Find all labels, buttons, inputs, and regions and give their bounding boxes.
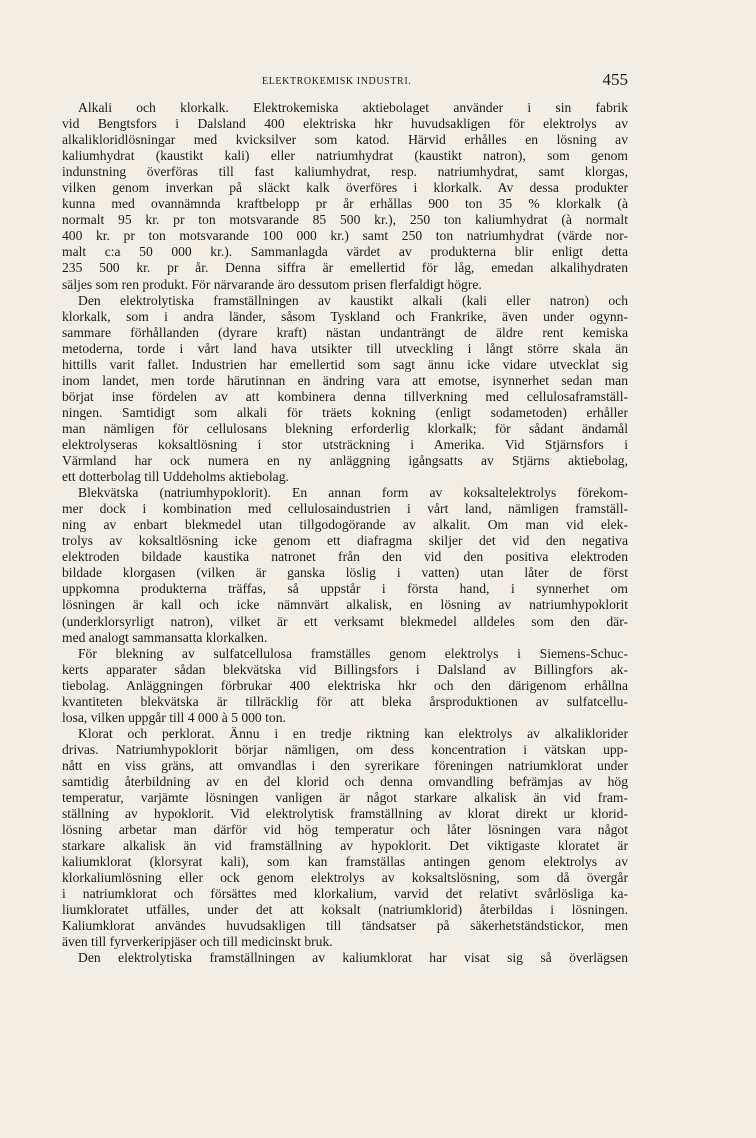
text-line: Den elektrolytiska framställningen av kaliumklorat har visat sig så överlägsen — [78, 950, 628, 966]
text-line: Kaliumklorat användes huvudsakligen till tändsatser på säkerhetständstickor, men — [62, 918, 628, 934]
text-line: hittills varit fallet. Industrien har emellertid som sagt ännu icke vidare utvecklat sig — [62, 356, 628, 372]
text-line: trolys av koksaltlösning icke genom ett diafragma skiljer det vid den negativa — [62, 533, 628, 549]
text-line: klorkalk, som i andra länder, såsom Tyskland och Frankrike, även under ogynn- — [62, 308, 628, 324]
text-line: ställning av hypoklorit. Vid elektrolytisk framställning av klorat direkt ur klorid- — [62, 806, 628, 822]
text-line: temperatur, varjämte lösningen vanligen är något starkare alkalisk än vid fram- — [62, 790, 628, 806]
running-title: ELEKTROKEMISK INDUSTRI. — [262, 76, 412, 87]
text-line: vid Bengtsfors i Dalsland 400 elektriska hkr huvudsakligen för elektrolys av — [62, 116, 628, 132]
text-line: inom landet, men torde härutinnan en ändring vara att emotse, isynnerhet sedan man — [62, 372, 628, 388]
text-line: kaliumhydrat (kaustikt kali) eller natriumhydrat (kaustikt natron), som genom — [62, 148, 628, 164]
text-line: kaliumklorat (klorsyrat kali), som kan framställas antingen genom elektrolys av — [62, 854, 628, 870]
text-line: Blekvätska (natriumhypoklorit). En annan form av koksaltelektrolys förekom- — [78, 485, 628, 501]
text-line: vilken genom inverkan på släckt kalk överföres i klorkalk. Av dessa produkter — [62, 180, 628, 196]
text-line: även till fyrverkeripjäser och till medicinskt bruk. — [62, 934, 333, 950]
text-line: kerts apparater sådan blekvätska vid Billingsfors i Dalsland av Billingfors ak- — [62, 661, 628, 677]
text-line: tiebolag. Anläggningen förbrukar 400 elektriska hkr och den därigenom erhållna — [62, 677, 628, 693]
text-line: indunstning överföras till fast kaliumhydrat, resp. natriumhydrat, samt klorgas, — [62, 164, 628, 180]
text-line: uppkomna produkterna träffas, så uppstår i första hand, i synnerhet om — [62, 581, 628, 597]
text-line: Värmland har ock numera en ny anläggning igångsatts av Stjärns aktiebolag, — [62, 453, 628, 469]
text-line: ningen. Samtidigt som alkali för träets kokning (enligt sodametoden) erhåller — [62, 404, 628, 420]
text-line: För blekning av sulfatcellulosa framställes genom elektrolys i Siemens-Schuc- — [78, 645, 628, 661]
page-header — [62, 70, 628, 92]
text-line: sammare förhållanden (dyrare kraft) nästan undanträngt de äldre rent kemiska — [62, 324, 628, 340]
text-line: liumkloratet utfälles, under det att koksalt (natriumklorid) återbildas i lösningen. — [62, 902, 628, 918]
text-line: losa, vilken uppgår till 4 000 à 5 000 ton. — [62, 709, 286, 725]
text-line: börjat inse fördelen av att kombinera denna tillverkning med cellulosaframställ- — [62, 388, 628, 404]
text-line: i natriumklorat och försättes med klorkalium, varvid det relativt svårlösliga ka- — [62, 886, 628, 902]
text-line: kvantiteten blekvätska är tillräcklig för att bleka årsproduktionen av sulfatcellu- — [62, 693, 628, 709]
text-line: normalt 95 kr. pr ton motsvarande 85 500 kr.), 250 ton kaliumhydrat (à normalt — [62, 212, 628, 228]
text-line: kunna med ovannämnda kraftbelopp pr år erhållas 900 ton 35 % klorkalk (à — [62, 196, 628, 212]
text-line: Klorat och perklorat. Ännu i en tredje riktning kan elektrolys av alkaliklorider — [78, 725, 628, 741]
text-line: Alkali och klorkalk. Elektrokemiska aktiebolaget använder i sin fabrik — [78, 100, 628, 115]
body-text — [62, 100, 628, 967]
text-line: med analogt sammansatta klorkalken. — [62, 629, 268, 645]
text-line: metoderna, torde i vårt land hava utsikter till utveckling i långt större skala än — [62, 340, 628, 356]
text-line: lösning arbetar man därför vid hög temperatur och låter lösningen vara något — [62, 822, 628, 838]
text-line: elektroden bildade kaustika natronet från den vid den positiva elektroden — [62, 549, 628, 565]
text-line: man nämligen för cellulosans blekning erforderlig klorkalk; för sådant ändamål — [62, 420, 628, 436]
text-line: malt c:a 50 000 kr.). Sammanlagda värdet av produkterna blir enligt detta — [62, 244, 628, 260]
text-line: säljes som ren produkt. För närvarande äro dessutom prisen flerfaldigt högre. — [62, 276, 482, 292]
text-line: elektrolyseras koksaltlösning i stor utsträckning i Amerika. Vid Stjärnsfors i — [62, 436, 628, 452]
text-line: (underklorsyrligt natron), vilket är ett verksamt blekmedel alldeles som den där- — [62, 613, 628, 629]
text-line: lösningen är kall och icke nämnvärt alkalisk, en lösning av natriumhypoklorit — [62, 597, 628, 613]
text-line: ning av enbart blekmedel utan tillgodogörande av alkalit. Om man vid elek- — [62, 517, 628, 533]
text-line: bildade klorgasen (vilken är ganska löslig i vatten) utan låter de först — [62, 565, 628, 581]
text-line: Den elektrolytiska framställningen av kaustikt alkali (kali eller natron) och — [78, 292, 628, 308]
text-line: alkaliklоridlösningar med kvicksilver som katod. Härvid erhålles en lösning av — [62, 132, 628, 148]
text-line: drivas. Natriumhypoklorit börjar nämligen, om dess koncentration i vätskan upp- — [62, 741, 628, 757]
page-number: 455 — [602, 70, 628, 89]
text-line: ett dotterbolag till Uddeholms aktiebolag. — [62, 469, 289, 485]
text-line: 235 500 kr. pr år. Denna siffra är emellertid för låg, emedan alkalihydraten — [62, 260, 628, 276]
text-line: klorkaliumlösning eller ock genom elektrolys av koksaltslösning, som då övergår — [62, 870, 628, 886]
text-line: mer dock i kombination med cellulosaindustrien i vårt land, nämligen framställ- — [62, 501, 628, 517]
text-line: 400 kr. pr ton motsvarande 100 000 kr.) samt 250 ton natriumhydrat (värde nor- — [62, 228, 628, 244]
text-line: starkare alkalisk än vid framställning av hypoklorit. Det viktigaste kloratet är — [62, 838, 628, 854]
text-line: samtidig återbildning av en del klorid och denna omvandling befrämjas av hög — [62, 773, 628, 789]
text-line: nått en viss gräns, att omvandlas i den syrerikare föreningen natriumklorat under — [62, 757, 628, 773]
